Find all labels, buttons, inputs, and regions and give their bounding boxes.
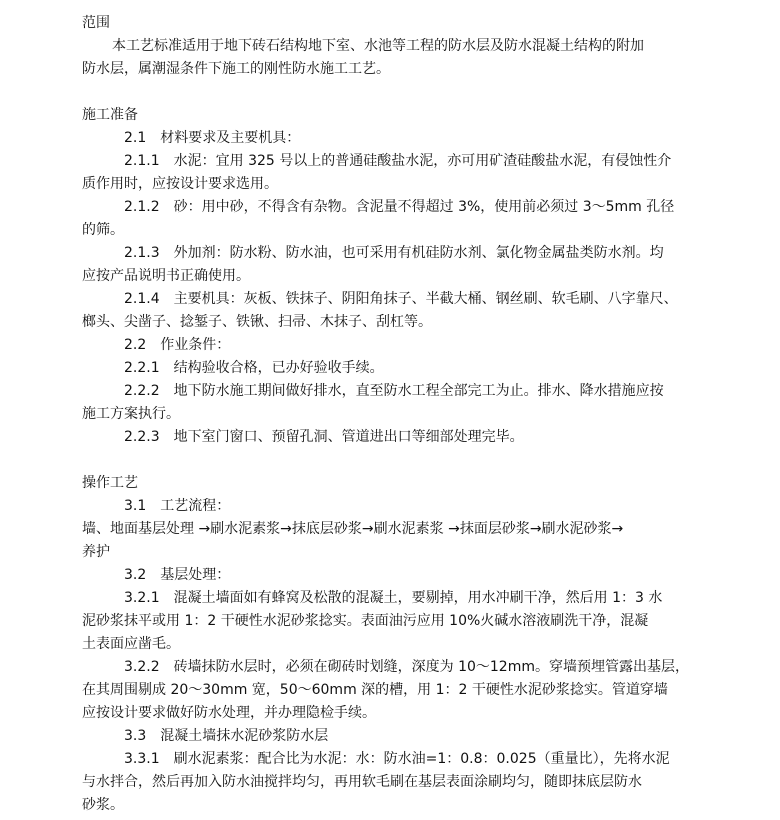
body-line: 本工艺标准适用于地下砖石结构地下室、水池等工程的防水层及防水混凝土结构的附加 bbox=[112, 38, 644, 54]
body-line: 2.2 作业条件： bbox=[124, 337, 231, 353]
body-line: 3.2 基层处理： bbox=[124, 567, 231, 583]
body-line: 质作用时，应按设计要求选用。 bbox=[82, 176, 278, 192]
section-heading: 施工准备 bbox=[82, 107, 138, 123]
section-procedure bbox=[82, 472, 744, 817]
body-line: 墙、地面基层处理 →刷水泥素浆→抹底层砂浆→刷水泥素浆 →抹面层砂浆→刷水泥砂浆→ bbox=[82, 521, 624, 537]
body-line: 施工方案执行。 bbox=[82, 406, 180, 422]
body-line: 应按产品说明书正确使用。 bbox=[82, 268, 250, 284]
body-line: 3.3 混凝土墙抹水泥砂浆防水层 bbox=[124, 728, 329, 744]
body-line: 3.3.1 刷水泥素浆：配合比为水泥：水：防水油=1：0.8：0.025（重量比），先将水泥 bbox=[124, 751, 670, 767]
body-line: 2.2.3 地下室门窗口、预留孔洞、管道进出口等细部处理完毕。 bbox=[124, 429, 524, 445]
body-line: 2.2.2 地下防水施工期间做好排水，直至防水工程全部完工为止。排水、降水措施应按 bbox=[124, 383, 664, 399]
section-heading: 范围 bbox=[82, 15, 110, 31]
body-line: 榔头、尖凿子、捻錾子、铁锹、扫帚、木抹子、刮杠等。 bbox=[82, 314, 432, 330]
body-line: 2.1.1 水泥：宜用 325 号以上的普通硅酸盐水泥，亦可用矿渣硅酸盐水泥，有侵蚀性介 bbox=[124, 153, 672, 169]
body-line: 养护 bbox=[82, 544, 110, 560]
body-line: 2.1 材料要求及主要机具： bbox=[124, 130, 301, 146]
body-line: 与水拌合，然后再加入防水油搅拌均匀，再用软毛刷在基层表面涂刷均匀，随即抹底层防水 bbox=[82, 774, 642, 790]
body-line: 3.1 工艺流程： bbox=[124, 498, 231, 514]
body-line: 泥砂浆抹平或用 1：2 干硬性水泥砂浆捻实。表面油污应用 10%火碱水溶液刷洗干净，混凝 bbox=[82, 613, 649, 629]
body-line: 2.1.4 主要机具：灰板、铁抹子、阴阳角抹子、半截大桶、钢丝刷、软毛刷、八字靠尺、 bbox=[124, 291, 678, 307]
body-line: 防水层，属潮湿条件下施工的刚性防水施工工艺。 bbox=[82, 61, 390, 77]
body-line: 土表面应凿毛。 bbox=[82, 636, 180, 652]
body-line: 2.1.3 外加剂：防水粉、防水油，也可采用有机硅防水剂、氯化物金属盐类防水剂。均 bbox=[124, 245, 664, 261]
body-line: 2.2.1 结构验收合格，已办好验收手续。 bbox=[124, 360, 384, 376]
section-preparation bbox=[82, 104, 744, 449]
spacer bbox=[82, 81, 744, 104]
section-heading: 操作工艺 bbox=[82, 475, 138, 491]
body-line: 砂浆。 bbox=[82, 797, 124, 813]
body-line: 应按设计要求做好防水处理，并办理隐检手续。 bbox=[82, 705, 376, 721]
spacer bbox=[82, 449, 744, 472]
body-line: 2.1.2 砂：用中砂，不得含有杂物。含泥量不得超过 3%，使用前必须过 3～5mm 孔径 bbox=[124, 199, 675, 215]
body-line: 在其周围剔成 20～30mm 宽，50～60mm 深的槽，用 1：2 干硬性水泥砂浆捻实。管道穿墙 bbox=[82, 682, 668, 698]
body-line: 的筛。 bbox=[82, 222, 124, 238]
body-line: 3.2.1 混凝土墙面如有蜂窝及松散的混凝土，要剔掉，用水冲刷干净，然后用 1：3 水 bbox=[124, 590, 663, 606]
section-scope bbox=[82, 12, 744, 81]
body-line: 3.2.2 砖墙抹防水层时，必须在砌砖时划缝，深度为 10～12mm。穿墙预埋管露出基层， bbox=[124, 659, 689, 675]
